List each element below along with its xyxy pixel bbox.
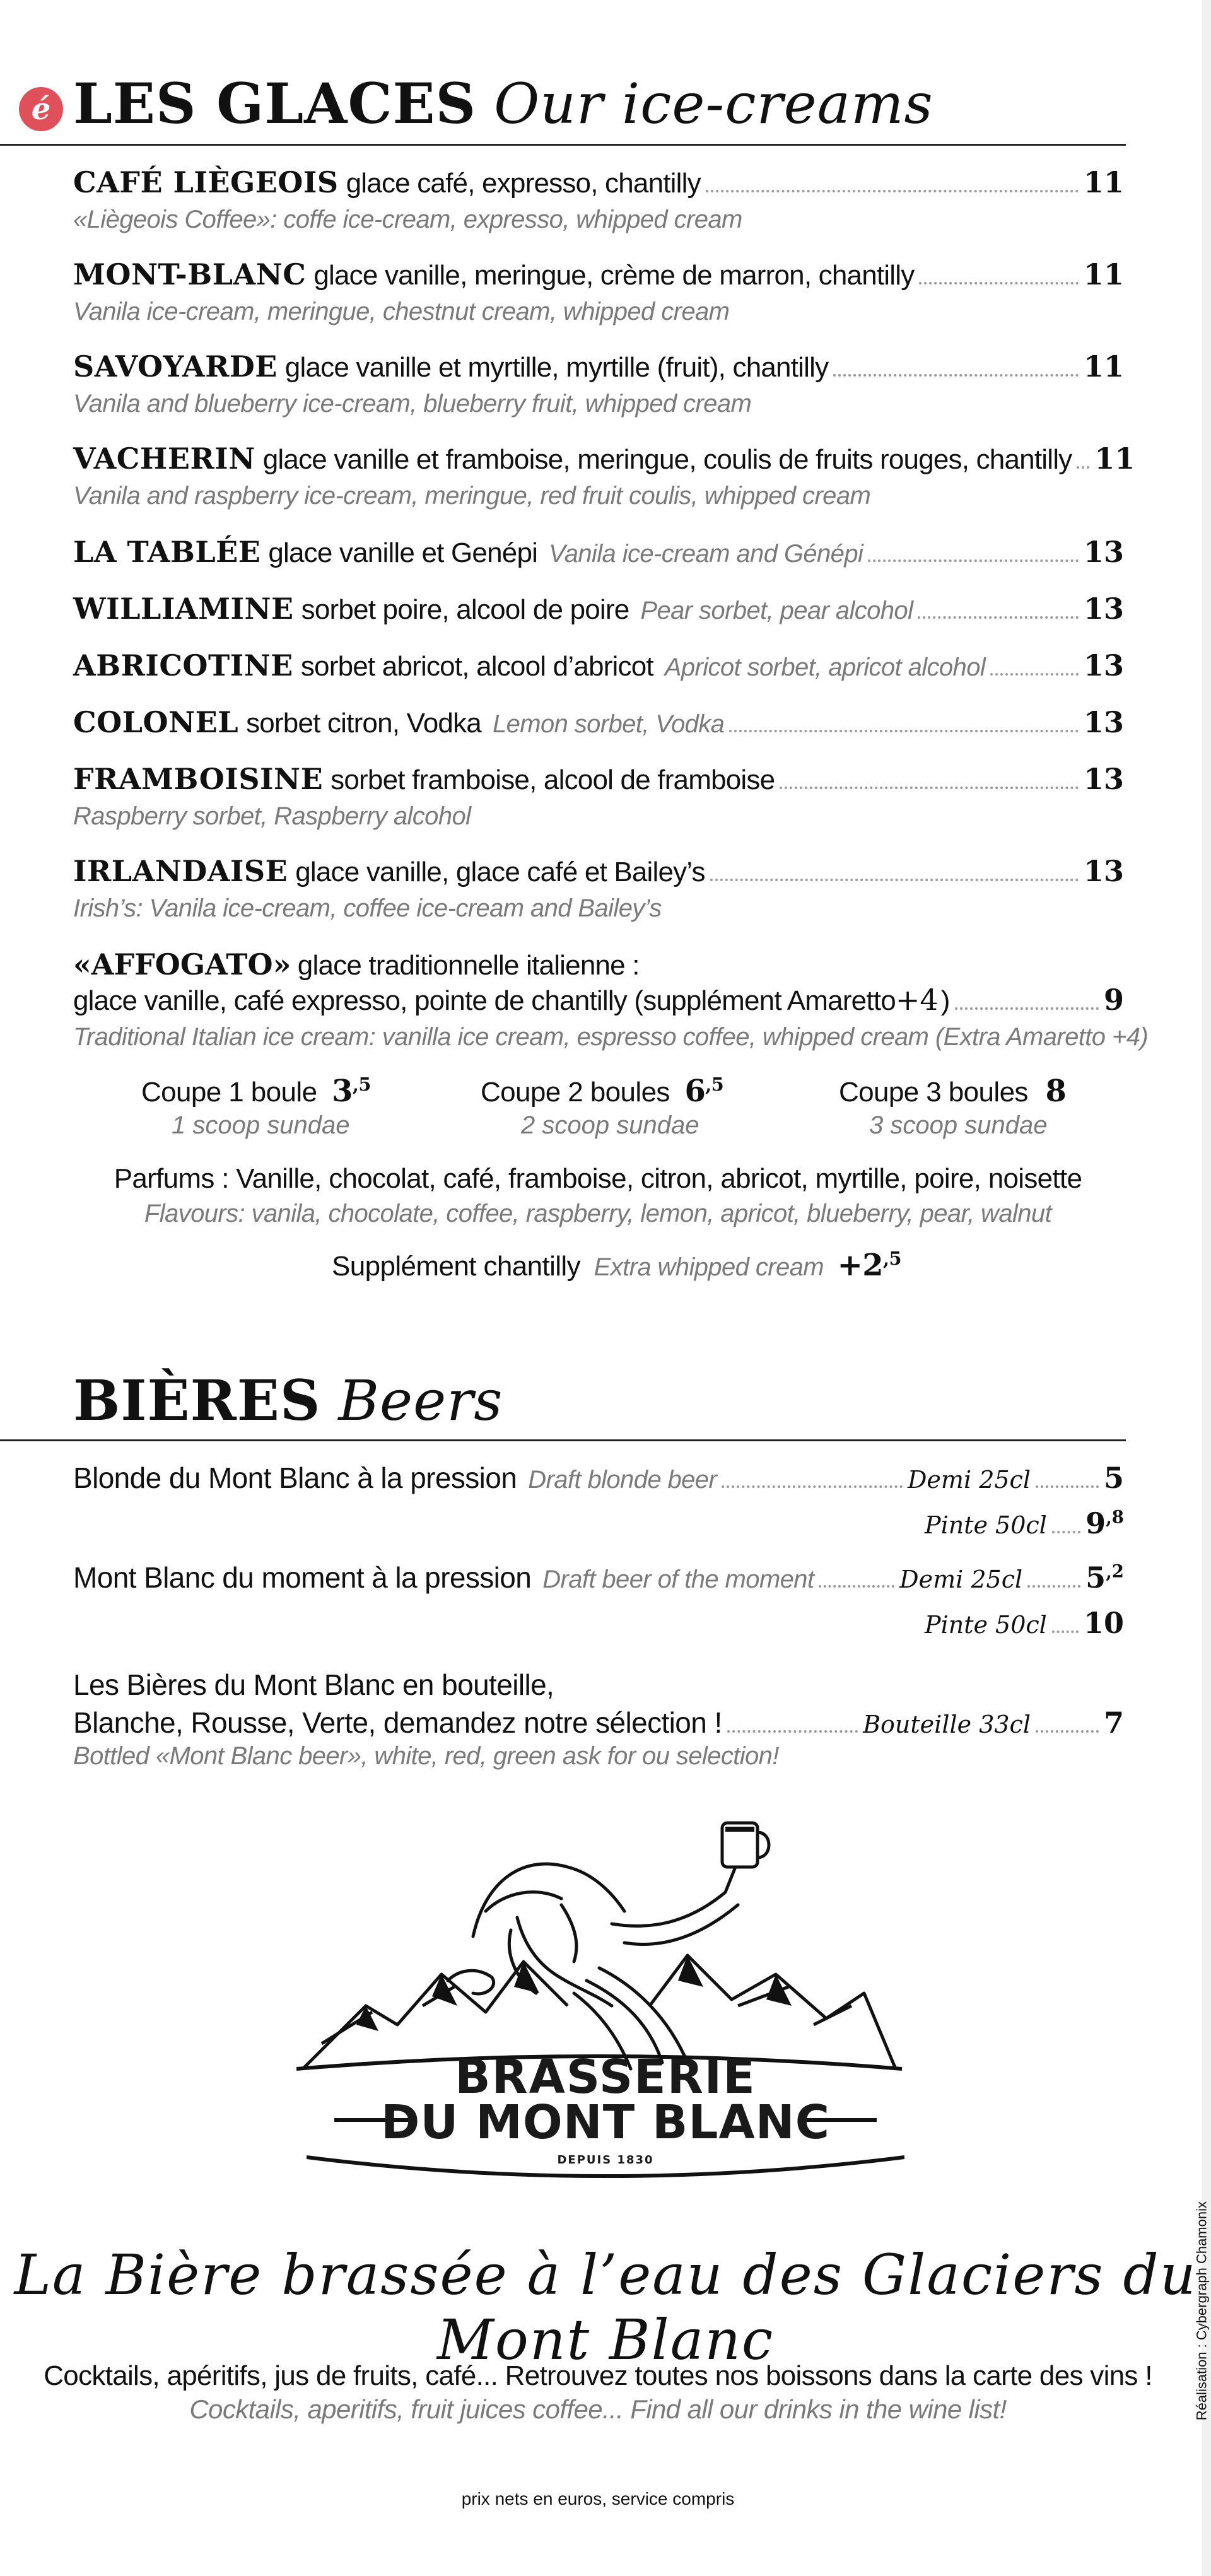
item-desc: glace vanille et myrtille, myrtille (fruit), chantilly — [284, 352, 829, 383]
beer-price: $9^{,8}$ — [1085, 1506, 1124, 1540]
leader-dots — [1077, 466, 1089, 469]
item-translation: Irish’s: Vanila ice-cream, coffee ice-cream and Bailey’s — [73, 894, 662, 922]
tagline: La Bière brassée à l’eau des Glaciers du Mont Blanc — [14, 2242, 1197, 2372]
cocktails-note-en: Cocktails, aperitifs, fruit juices coffee... Find all our drinks in the wine list! — [189, 2394, 1007, 2424]
item-desc: glace traditionnelle italienne : — [297, 950, 640, 981]
coupe-3 — [839, 1074, 1066, 1109]
supplement-en: Extra whipped cream — [594, 1253, 824, 1281]
leader-dots — [1027, 1585, 1080, 1588]
section-title-glaces — [73, 71, 933, 136]
menu-item — [73, 762, 1124, 796]
menu-item — [73, 983, 1124, 1017]
item-name: SAVOYARDE — [73, 349, 278, 383]
beer-label: Mont Blanc du moment à la pression — [73, 1561, 532, 1594]
item-translation: Vanila and raspberry ice-cream, meringue, red fruit coulis, whipped cream — [73, 482, 871, 510]
coupe-price: 8 — [1045, 1074, 1067, 1109]
beer-item-pinte — [925, 1606, 1124, 1640]
beer-price: 5 — [1103, 1461, 1124, 1495]
beer-translation: Bottled «Mont Blanc beer», white, red, green ask for ou selection! — [73, 1742, 779, 1770]
item-desc: glace vanille, meringue, crème de marron, chantilly — [313, 260, 915, 291]
item-name: WILLIAMINE — [73, 592, 294, 626]
item-price: 13 — [1083, 705, 1124, 739]
item-price: 11 — [1094, 442, 1135, 476]
affogato-line1 — [73, 947, 640, 981]
logo-bottom-curve — [307, 2151, 904, 2189]
leader-dots — [780, 787, 1079, 789]
item-name: «AFFOGATO» — [73, 947, 291, 981]
beer-volume: Demi 25cl — [907, 1466, 1031, 1494]
leader-dots — [990, 673, 1079, 676]
leader-dots — [919, 282, 1079, 284]
leader-dots — [710, 879, 1079, 881]
section-title-bieres — [73, 1367, 503, 1433]
item-price: 13 — [1083, 854, 1124, 888]
item-name: COLONEL — [73, 705, 239, 739]
cocktails-note: Cocktails, apéritifs, jus de fruits, café... Retrouvez toutes nos boissons dans la carte des vins ! — [44, 2360, 1152, 2391]
item-translation: Pear sorbet, pear alcohol — [640, 597, 913, 624]
item-desc: sorbet citron, Vodka — [246, 708, 481, 739]
item-translation: Apricot sorbet, apricot alcohol — [664, 653, 986, 681]
item-name: CAFÉ LIÈGEOIS — [73, 165, 339, 199]
beer-price: 10 — [1083, 1606, 1124, 1640]
menu-item — [73, 349, 1124, 383]
section-title-en: Beers — [338, 1368, 503, 1433]
beer-label: Blonde du Mont Blanc à la pression — [73, 1461, 517, 1494]
item-translation: «Liègeois Coffee»: coffe ice-cream, expresso, whipped cream — [73, 206, 742, 233]
item-desc: glace café, expresso, chantilly — [346, 168, 701, 199]
menu-item — [73, 257, 1124, 291]
beer-price: $5^{,2}$ — [1085, 1560, 1124, 1595]
item-price: 9 — [1103, 983, 1124, 1017]
section-badge: é — [19, 87, 63, 131]
item-desc: glace vanille, café expresso, pointe de chantilly (supplément Amaretto — [73, 985, 896, 1016]
beer-item — [73, 1706, 1124, 1740]
section-title-fr: LES GLACES — [73, 71, 477, 136]
beer-translation: Draft beer of the moment — [542, 1566, 814, 1593]
leader-dots — [868, 559, 1079, 562]
coupe-label: Coupe 3 boules — [839, 1077, 1028, 1108]
item-desc: glace vanille et framboise, meringue, coulis de fruits rouges, chantilly — [262, 444, 1072, 475]
beer-volume: Demi 25cl — [899, 1566, 1023, 1593]
page-edge — [1202, 0, 1211, 2576]
coupe-price: $6^{,5}$ — [684, 1074, 724, 1109]
leader-dots — [1052, 1531, 1080, 1533]
menu-item — [73, 854, 1124, 888]
menu-item — [73, 705, 1124, 739]
section-rule — [0, 1439, 1126, 1441]
parfums: Parfums : Vanille, chocolat, café, framboise, citron, abricot, myrtille, poire, noisette — [114, 1163, 1082, 1194]
menu-item — [73, 442, 1135, 476]
brasserie-logo-illustration — [296, 1817, 902, 2081]
leader-dots — [1036, 1485, 1099, 1488]
supplement-price: $+2^{,5}$ — [837, 1248, 901, 1283]
flavours: Flavours: vanila, chocolate, coffee, raspberry, lemon, apricot, blueberry, pear, walnut — [144, 1200, 1052, 1227]
leader-dots — [722, 1485, 903, 1488]
menu-item — [73, 648, 1124, 682]
item-translation: Traditional Italian ice cream: vanilla ice cream, espresso coffee, whipped cream (Extra Amaretto +4) — [73, 1023, 1149, 1051]
supplement — [332, 1248, 901, 1283]
item-desc-end: ) — [940, 985, 950, 1016]
item-name: IRLANDAISE — [73, 854, 288, 888]
coupe-1 — [141, 1074, 371, 1109]
beer-volume: Pinte 50cl — [925, 1611, 1047, 1639]
leader-dots — [918, 616, 1079, 619]
beer-volume: Bouteille 33cl — [863, 1711, 1031, 1738]
beer-translation: Draft blonde beer — [528, 1466, 717, 1494]
item-translation: Vanila ice-cream, meringue, chestnut cream, whipped cream — [73, 298, 730, 325]
beer-item-pinte — [925, 1506, 1124, 1540]
item-desc: sorbet framboise, alcool de framboise — [331, 764, 775, 795]
coupe-1-en: 1 scoop sundae — [172, 1111, 350, 1139]
leader-dots — [1036, 1730, 1099, 1733]
coupe-label: Coupe 2 boules — [481, 1077, 670, 1108]
section-title-fr: BIÈRES — [73, 1367, 321, 1433]
menu-item — [73, 592, 1124, 626]
section-title-en: Our ice-creams — [494, 71, 933, 136]
menu-item — [73, 165, 1124, 199]
beer-label: Blanche, Rousse, Verte, demandez notre sélection ! — [73, 1706, 722, 1739]
logo-since: DEPUIS 1830 — [557, 2153, 654, 2167]
item-desc: glace vanille et Genépi — [268, 537, 538, 568]
item-desc: sorbet abricot, alcool d’abricot — [300, 651, 653, 682]
beer-bottle-line1: Les Bières du Mont Blanc en bouteille, — [73, 1668, 554, 1701]
section-rule — [0, 144, 1126, 146]
item-price: 11 — [1083, 349, 1124, 383]
coupe-2 — [481, 1074, 723, 1109]
leader-dots — [727, 1730, 858, 1733]
item-price: 13 — [1083, 592, 1124, 626]
menu-item — [73, 535, 1124, 569]
beer-item — [73, 1461, 1124, 1495]
item-desc: glace vanille, glace café et Bailey’s — [295, 857, 705, 887]
price-footer: prix nets en euros, service compris — [461, 2489, 735, 2509]
beer-item — [73, 1560, 1124, 1595]
amaretto-extra: +4 — [895, 983, 939, 1017]
item-name: MONT-BLANC — [73, 257, 307, 291]
supplement-label: Supplément chantilly — [332, 1251, 581, 1282]
leader-dots — [819, 1585, 894, 1588]
coupe-price: $3^{,5}$ — [332, 1074, 371, 1109]
logo-du-mont-blanc: DU MONT BLANC — [380, 2095, 831, 2150]
item-name: LA TABLÉE — [73, 535, 261, 569]
item-price: 11 — [1083, 257, 1124, 291]
item-translation: Vanila and blueberry ice-cream, blueberry fruit, whipped cream — [73, 390, 752, 418]
leader-dots — [955, 1007, 1099, 1010]
beer-price: 7 — [1103, 1706, 1124, 1740]
leader-dots — [706, 190, 1079, 192]
item-price: 13 — [1083, 762, 1124, 796]
item-translation: Raspberry sorbet, Raspberry alcohol — [73, 802, 471, 830]
item-desc: sorbet poire, alcool de poire — [301, 594, 629, 625]
item-translation: Vanila ice-cream and Génépi — [549, 540, 863, 568]
item-name: VACHERIN — [73, 442, 255, 476]
credit-vertical: Réalisation : Cybergraph Chamonix — [1193, 2201, 1209, 2421]
logo-brasserie: BRASSERIE — [455, 2050, 756, 2104]
item-name: ABRICOTINE — [73, 648, 293, 682]
leader-dots — [729, 730, 1079, 732]
item-translation: Lemon sorbet, Vodka — [492, 710, 725, 738]
item-price: 13 — [1083, 535, 1124, 569]
item-name: FRAMBOISINE — [73, 762, 324, 796]
leader-dots — [833, 374, 1079, 377]
beer-volume: Pinte 50cl — [925, 1511, 1047, 1539]
item-price: 13 — [1083, 648, 1124, 682]
coupe-2-en: 2 scoop sundae — [521, 1111, 699, 1139]
item-price: 11 — [1083, 165, 1124, 199]
coupe-label: Coupe 1 boule — [141, 1077, 317, 1108]
leader-dots — [1052, 1630, 1079, 1633]
coupe-3-en: 3 scoop sundae — [869, 1111, 1048, 1139]
